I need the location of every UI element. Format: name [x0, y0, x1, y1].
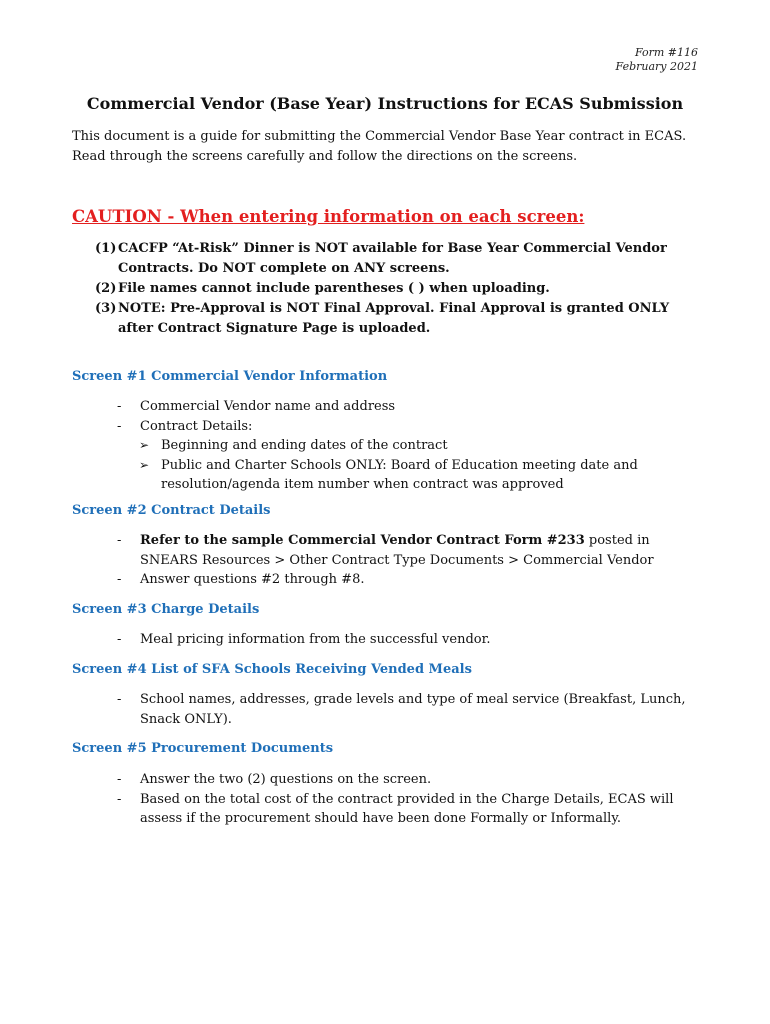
screen-5-heading: Screen #5 Procurement Documents — [72, 741, 334, 756]
form-233-reference: Refer to the sample Commercial Vendor Contract Form #233 — [140, 533, 585, 548]
screen-4-list — [117, 690, 707, 729]
caution-list — [95, 239, 705, 339]
screen-5-list — [117, 770, 707, 829]
sublist-item-text: Public and Charter Schools ONLY: Board of Education meeting date and resolution/agenda item number when contract was approved — [161, 457, 638, 492]
caution-text: CACFP “At-Risk” Dinner is NOT available for Base Year Commercial Vendor Contracts. Do NOT complete on ANY screens. — [118, 241, 667, 276]
caution-text: NOTE: Pre-Approval is NOT Final Approval. Final Approval is granted ONLY after Contract Signature Page is uploaded. — [118, 301, 670, 336]
dash-bullet: - — [117, 399, 122, 414]
list-item-text: Answer questions #2 through #8. — [140, 572, 365, 587]
caution-number: (2) — [95, 281, 117, 296]
caution-number: (3) — [95, 301, 117, 316]
list-item-text: School names, addresses, grade levels and type of meal service (Breakfast, Lunch, Snack ONLY). — [140, 692, 686, 727]
sublist-item-text: Beginning and ending dates of the contract — [161, 438, 448, 453]
dash-bullet: - — [117, 632, 122, 647]
list-item-text: Commercial Vendor name and address — [140, 399, 396, 414]
arrow-bullet-icon: ➢ — [139, 438, 150, 452]
dash-bullet: - — [117, 791, 122, 807]
caution-item — [95, 279, 705, 299]
list-item-text — [140, 531, 707, 570]
list-item — [117, 417, 707, 437]
arrow-bullet-icon: ➢ — [139, 457, 150, 472]
caution-number: (1) — [95, 241, 117, 256]
caution-item — [95, 299, 705, 339]
list-item — [117, 397, 707, 417]
list-item — [117, 690, 707, 729]
list-item — [117, 531, 707, 570]
list-item-text: Meal pricing information from the successful vendor. — [140, 632, 491, 647]
screen-2-heading: Screen #2 Contract Details — [72, 503, 271, 518]
intro-paragraph — [72, 127, 712, 167]
form-date: February 2021 — [615, 60, 698, 73]
caution-text: File names cannot include parentheses ( ) when uploading. — [118, 281, 550, 296]
sublist-item — [139, 456, 707, 495]
list-item — [117, 570, 707, 590]
snears-path-text: posted in SNEARS Resources > Other Contract Type Documents > Commercial Vendor — [140, 533, 654, 568]
dash-bullet: - — [117, 692, 122, 707]
screen-3-list — [117, 630, 707, 650]
form-meta — [616, 46, 698, 74]
screen-1-heading: Screen #1 Commercial Vendor Information — [72, 369, 388, 384]
caution-item — [95, 239, 705, 279]
dash-bullet: - — [117, 572, 122, 587]
intro-line-2: Read through the screens carefully and follow the directions on the screens. — [72, 149, 578, 164]
list-item-text: Contract Details: — [140, 418, 253, 434]
list-item-text: Answer the two (2) questions on the screen. — [140, 772, 432, 787]
intro-line-1: This document is a guide for submitting the Commercial Vendor Base Year contract in ECAS. — [72, 129, 687, 144]
screen-3-heading: Screen #3 Charge Details — [72, 602, 260, 617]
list-item-text: Based on the total cost of the contract provided in the Charge Details, ECAS will assess if the procurement should have been done Formally or Informally. — [140, 791, 674, 826]
dash-bullet: - — [117, 418, 122, 434]
screen-1-list — [117, 397, 707, 495]
dash-bullet: - — [117, 533, 122, 548]
contract-details-sublist — [117, 436, 707, 495]
list-item — [117, 790, 707, 829]
screen-2-list — [117, 531, 707, 590]
document-title: Commercial Vendor (Base Year) Instructions for ECAS Submission — [86, 94, 684, 113]
list-item — [117, 770, 707, 790]
sublist-item — [139, 436, 707, 456]
form-number: Form #116 — [634, 46, 698, 59]
sublist-wrapper — [117, 436, 707, 495]
caution-heading: CAUTION - When entering information on each screen: — [72, 207, 585, 226]
list-item — [117, 630, 707, 650]
screen-4-heading: Screen #4 List of SFA Schools Receiving Vended Meals — [72, 662, 472, 677]
dash-bullet: - — [117, 772, 122, 787]
